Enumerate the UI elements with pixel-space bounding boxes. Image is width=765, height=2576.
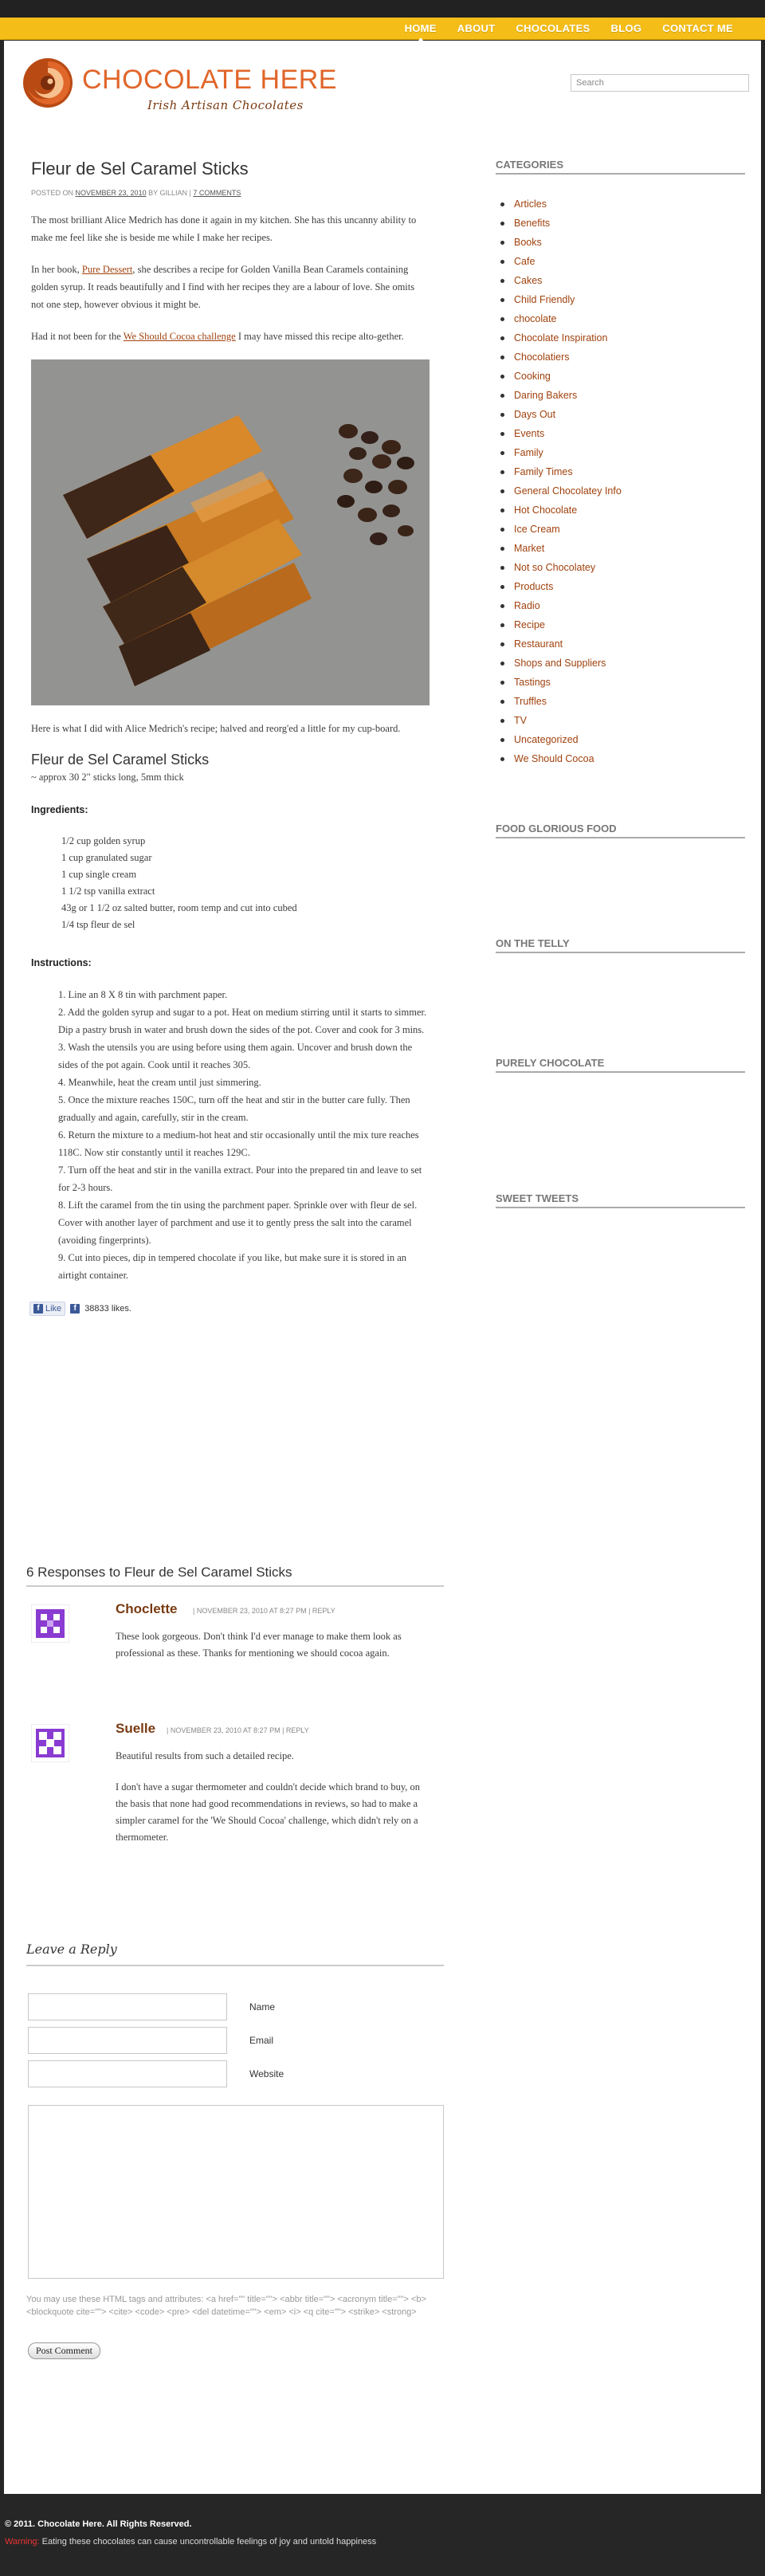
category-item[interactable] (500, 615, 745, 634)
instruction-step: 2. Add the golden syrup and sugar to a pot. Heat on medium stirring until it starts to simmer. Dip a pastry brush in water and brush down the sides of the pot. Cover and cook for 3 mins. (58, 1007, 427, 1035)
category-item[interactable] (500, 711, 745, 730)
bullet-icon (500, 509, 504, 512)
category-label: Market (514, 543, 545, 554)
category-item[interactable] (500, 348, 745, 367)
category-label: Chocolate Inspiration (514, 332, 608, 344)
category-item[interactable] (500, 386, 745, 405)
bullet-icon (500, 394, 504, 398)
bullet-icon (500, 604, 504, 608)
category-item[interactable] (500, 501, 745, 520)
top-dark-strip (0, 0, 765, 18)
comment-meta: | NOVEMBER 23, 2010 AT 8:27 PM | REPLY (167, 1726, 309, 1734)
category-item[interactable] (500, 654, 745, 673)
category-item[interactable] (500, 233, 745, 252)
footer (0, 2494, 765, 2576)
instruction-step: 9. Cut into pieces, dip in tempered chocolate if you like, but make sure it is stored in an airtight container. (58, 1252, 407, 1281)
category-item[interactable] (500, 309, 745, 328)
instruction-step: 4. Meanwhile, heat the cream until just simmering. (58, 1077, 261, 1088)
category-label: chocolate (514, 313, 557, 324)
category-label: Recipe (514, 619, 545, 630)
caramel-sticks-photo (31, 359, 430, 705)
instruction-step: 3. Wash the utensils you are using before using them again. Uncover and brush down the sides of the pot again. Cook until it reaches 305. (58, 1042, 413, 1070)
comment-author[interactable]: Suelle (116, 1721, 156, 1736)
category-label: TV (514, 715, 527, 726)
bullet-icon (500, 757, 504, 761)
site-logo[interactable] (22, 57, 337, 120)
widget-sweet-tweets (496, 1192, 745, 1208)
bullet-icon (500, 317, 504, 321)
bullet-icon (500, 585, 504, 589)
meta-prefix: POSTED ON (31, 189, 74, 197)
allowed-tags-note: You may use these HTML tags and attributes: <a href="" title=""> <abbr title=""> <acronym title=""> <b> <blockquote cite=""> <cite> <code> <pre> <del datetime=""> <em> <i> <q cite=""> <strike> <strong> (26, 2295, 426, 2317)
post-author: BY GILLIAN | (148, 189, 191, 197)
nav-blog[interactable]: BLOG (610, 22, 642, 34)
category-label: Books (514, 237, 542, 248)
category-label: Cafe (514, 256, 536, 267)
ingredient-item: 1/4 tsp fleur de sel (61, 919, 135, 930)
comments-section (26, 1565, 444, 1882)
category-item[interactable] (500, 673, 745, 692)
nav-contact[interactable]: CONTACT ME (662, 22, 733, 34)
main-navigation (0, 18, 765, 40)
category-label: Restaurant (514, 638, 563, 650)
category-item[interactable] (500, 424, 745, 443)
instruction-step: 8. Lift the caramel from the tin using the parchment paper. Sprinkle over with fleur de sel. Cover with another layer of parchment and use it to gently press the salt into the caramel (avoiding fingerprints). (58, 1200, 418, 1246)
categories-title: CATEGORIES (496, 159, 745, 175)
bullet-icon (500, 375, 504, 379)
category-item[interactable] (500, 730, 745, 749)
we-should-cocoa-link[interactable]: We Should Cocoa challenge (123, 331, 236, 342)
after-image-paragraph: Here is what I did with Alice Medrich's recipe; halved and reorg'ed a little for my cup-board. (31, 723, 401, 734)
reply-title: Leave a Reply (26, 1942, 444, 1966)
facebook-like-row (29, 1302, 430, 1316)
avatar (31, 1724, 69, 1762)
category-item[interactable] (500, 577, 745, 596)
email-row (26, 2024, 444, 2057)
bullet-icon (500, 451, 504, 455)
comment-text: These look gorgeous. Don't think I'd ever manage to make them look as professional as these. Thanks for mentioning we should cocoa again. (116, 1631, 402, 1659)
facebook-icon: f (70, 1304, 80, 1314)
widget-food-glorious-food (496, 823, 745, 937)
footer-warning (5, 2537, 376, 2547)
bullet-icon (500, 566, 504, 570)
swirl-logo-icon (22, 57, 74, 109)
comment-text: Beautiful results from such a detailed recipe. (116, 1750, 294, 1761)
nav-list (405, 22, 733, 34)
bullet-icon (500, 700, 504, 704)
name-field[interactable] (28, 1993, 227, 2020)
category-label: Chocolatiers (514, 351, 570, 363)
bullet-icon (500, 202, 504, 206)
bullet-icon (500, 681, 504, 685)
recipe-title: Fleur de Sel Caramel Sticks (31, 752, 210, 768)
ingredient-item: 1/2 cup golden syrup (61, 835, 146, 846)
like-label: Like (45, 1304, 62, 1314)
website-field[interactable] (28, 2060, 227, 2087)
category-item[interactable] (500, 290, 745, 309)
nav-chocolates[interactable]: CHOCOLATES (516, 22, 590, 34)
category-item[interactable] (500, 252, 745, 271)
category-item[interactable] (500, 462, 745, 481)
post-content (31, 159, 430, 1316)
category-item[interactable] (500, 692, 745, 711)
facebook-like-button[interactable] (29, 1302, 65, 1316)
post-comment-button[interactable]: Post Comment (28, 2342, 100, 2359)
avatar (31, 1604, 69, 1643)
category-label: Family (514, 447, 543, 458)
bullet-icon (500, 719, 504, 723)
site-title: CHOCOLATE HERE (82, 65, 337, 95)
bullet-icon (500, 547, 504, 551)
intro3-text-a: Had it not been for the (31, 331, 124, 342)
category-label: Cakes (514, 275, 543, 286)
bullet-icon (500, 279, 504, 283)
category-item[interactable] (500, 481, 745, 501)
instruction-step: 6. Return the mixture to a medium-hot heat and stir occasionally until the mix ture reaches 118C. Now stir constantly until it reaches 129C. (58, 1129, 419, 1158)
comment-body (116, 1628, 434, 1676)
category-label: Days Out (514, 409, 556, 420)
ingredient-item: 43g or 1 1/2 oz salted butter, room temp and cut into cubed (61, 902, 297, 913)
category-label: General Chocolatey Info (514, 485, 622, 497)
ingredient-item: 1 cup granulated sugar (61, 852, 152, 863)
warning-label: Warning: (5, 2537, 40, 2547)
bullet-icon (500, 413, 504, 417)
category-label: Events (514, 428, 545, 439)
bullet-icon (500, 642, 504, 646)
category-item[interactable] (500, 749, 745, 768)
post-meta (31, 189, 430, 197)
bullet-icon (500, 662, 504, 666)
responses-title: 6 Responses to Fleur de Sel Caramel Sticks (26, 1565, 444, 1587)
bullet-icon (500, 489, 504, 493)
post-date-link[interactable]: NOVEMBER 23, 2010 (75, 189, 147, 197)
instruction-step: 5. Once the mixture reaches 150C, turn off the heat and stir in the butter care fully. Then gradually and again, carefully, stir in the cream. (58, 1094, 410, 1123)
widget-title: PURELY CHOCOLATE (496, 1057, 745, 1073)
like-count: 38833 likes. (84, 1304, 131, 1314)
bullet-icon (500, 623, 504, 627)
instructions-heading: Instructions: (31, 957, 92, 968)
category-label: Tastings (514, 677, 551, 688)
website-row (26, 2057, 444, 2091)
ingredients-list (61, 833, 430, 933)
comment-text: I don't have a sugar thermometer and couldn't decide which brand to buy, on the basis that none had good recommendations in reviews, so had to make a simpler caramel for the 'We Should Cocoa' challenge, which didn't rely on a thermometer. (116, 1781, 421, 1843)
bullet-icon (500, 222, 504, 226)
category-label: Family Times (514, 466, 573, 477)
category-label: Benefits (514, 218, 551, 229)
bullet-icon (500, 528, 504, 532)
category-label: Radio (514, 600, 540, 611)
widget-purely-chocolate (496, 1057, 745, 1192)
comment-item (26, 1587, 444, 1706)
category-item[interactable] (500, 214, 745, 233)
intro-paragraph-2 (31, 261, 430, 313)
category-label: Truffles (514, 696, 547, 707)
site-tagline: Irish Artisan Chocolates (147, 98, 304, 112)
category-item[interactable] (500, 328, 745, 348)
category-label: Ice Cream (514, 524, 560, 535)
category-item[interactable] (500, 443, 745, 462)
comments-link[interactable]: 7 COMMENTS (193, 189, 241, 197)
bullet-icon (500, 336, 504, 340)
widget-title: SWEET TWEETS (496, 1192, 745, 1208)
category-label: Articles (514, 198, 547, 210)
category-label: Products (514, 581, 554, 592)
nav-about[interactable]: ABOUT (457, 22, 496, 34)
instructions-list (58, 986, 430, 1284)
sidebar (496, 159, 745, 1208)
widget-on-the-telly (496, 937, 745, 1057)
category-item[interactable] (500, 367, 745, 386)
bullet-icon (500, 470, 504, 474)
category-item[interactable] (500, 558, 745, 577)
nav-home[interactable]: HOME (404, 22, 437, 34)
category-item[interactable] (500, 596, 745, 615)
reply-form (26, 1942, 444, 2359)
post-title: Fleur de Sel Caramel Sticks (31, 159, 249, 179)
category-item[interactable] (500, 634, 745, 654)
copyright-text: © 2011. Chocolate Here. All Rights Reserved. (5, 2519, 192, 2529)
category-label: We Should Cocoa (514, 753, 594, 764)
instruction-step: 1. Line an 8 X 8 tin with parchment paper. (58, 989, 228, 1000)
category-label: Uncategorized (514, 734, 579, 745)
warning-text: Eating these chocolates can cause uncontrollable feelings of joy and untold happiness (39, 2537, 377, 2547)
bullet-icon (500, 432, 504, 436)
email-field[interactable] (28, 2027, 227, 2054)
ingredient-item: 1 1/2 tsp vanilla extract (61, 886, 155, 897)
email-label: Email (249, 2035, 274, 2046)
widget-title: FOOD GLORIOUS FOOD (496, 823, 745, 838)
facebook-icon: f (33, 1304, 43, 1314)
comment-author[interactable]: Choclette (116, 1601, 178, 1616)
category-item[interactable] (500, 271, 745, 290)
categories-list (500, 194, 745, 768)
category-label: Shops and Suppliers (514, 658, 606, 669)
instruction-step: 7. Turn off the heat and stir in the vanilla extract. Pour into the prepared tin and leave to set for 2-3 hours. (58, 1164, 422, 1193)
category-item[interactable] (500, 539, 745, 558)
ingredient-item: 1 cup single cream (61, 869, 137, 880)
category-label: Hot Chocolate (514, 505, 578, 516)
intro2-text-a: In her book, (31, 264, 82, 275)
ingredients-heading: Ingredients: (31, 804, 88, 815)
comment-item (26, 1706, 444, 1882)
pure-dessert-link[interactable]: Pure Dessert (81, 264, 133, 275)
search-input[interactable] (571, 74, 749, 92)
bullet-icon (500, 355, 504, 359)
intro-paragraph-1: The most brilliant Alice Medrich has done it again in my kitchen. She has this uncanny ability to make me feel like she is beside me while I make her recipes. (31, 214, 417, 243)
bullet-icon (500, 738, 504, 742)
category-label: Not so Chocolatey (514, 562, 596, 573)
category-item[interactable] (500, 194, 745, 214)
bullet-icon (500, 260, 504, 264)
name-row (26, 1990, 444, 2024)
category-label: Child Friendly (514, 294, 575, 305)
name-label: Name (249, 2001, 276, 2012)
comment-body (116, 1748, 434, 1860)
category-label: Daring Bakers (514, 390, 578, 401)
category-label: Cooking (514, 371, 551, 382)
comment-textarea[interactable] (28, 2105, 444, 2279)
bullet-icon (500, 298, 504, 302)
widget-title: ON THE TELLY (496, 937, 745, 953)
category-item[interactable] (500, 520, 745, 539)
intro2-text-b: , she describes a recipe for Golden Vanilla Bean Caramels containing golden syrup. It reads beautifully and I find with her recipes they are a labour of love. She omits not one step, however obvious it might be. (31, 264, 415, 310)
website-label: Website (249, 2068, 284, 2079)
comment-meta: | NOVEMBER 23, 2010 AT 8:27 PM | REPLY (193, 1607, 335, 1615)
page-container (4, 41, 761, 2494)
intro-paragraph-3 (31, 328, 430, 345)
intro3-text-b: I may have missed this recipe alto-gether. (235, 331, 404, 342)
category-item[interactable] (500, 405, 745, 424)
bullet-icon (500, 241, 504, 245)
recipe-yield: ~ approx 30 2" sticks long, 5mm thick (31, 772, 184, 783)
